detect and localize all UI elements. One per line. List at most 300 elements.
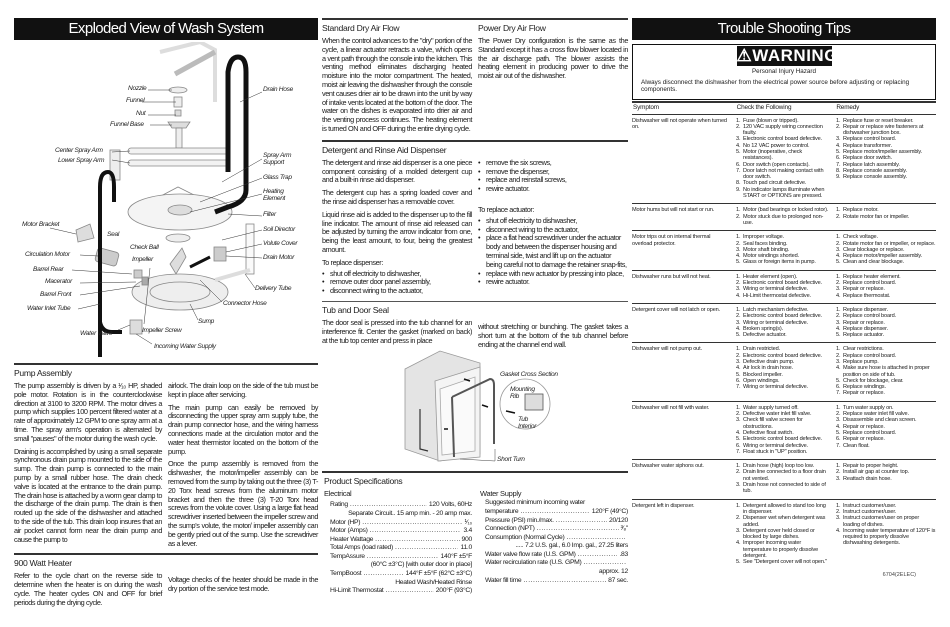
water-supply-specs — [485, 499, 628, 585]
product-specs-section — [322, 471, 628, 596]
check-cell — [736, 274, 836, 299]
item-text: Turn water supply on. — [843, 404, 894, 411]
symptom-cell: Dishwasher will not pump out. — [632, 346, 702, 353]
air-flow-section — [322, 18, 628, 134]
list-item — [736, 469, 830, 482]
item-text: Heater element (open). — [743, 273, 798, 280]
item-number: 2. — [736, 313, 741, 320]
label-line: Heating — [263, 188, 284, 195]
item-text: Replace water inlet fill valve. — [843, 411, 909, 418]
item-number: 3. — [736, 359, 741, 365]
remedy-cell — [836, 307, 936, 338]
list-item — [736, 528, 830, 541]
item-text: Replace control board. — [843, 313, 896, 320]
pump-assembly-section — [14, 363, 318, 548]
spec-value: 20/120 — [609, 516, 628, 524]
item-text: Replace actuator. — [843, 332, 884, 339]
item-number: 1. — [736, 346, 741, 353]
spec-key: Rating — [330, 501, 348, 509]
standard-dry-text: When the control advances to the "dry" portion of the cycle, a linear actuator retracts a valve, which opens a vent path through the console into the kitchen. This venting method eliminates discharging heated moisture into the motor compartment. The heated, moist air leaving the dishwasher through the console vent causes drier air to be drawn into the unit by way of intake vents located at the bottom of the door. The water on the dishes is evaporated into drier air and the venting process continues. The heating element is turned ON and OFF during the entire drying cycle. — [322, 36, 472, 133]
spec-key: Total Amps (load rated) — [330, 544, 393, 552]
power-dry-column — [478, 23, 628, 134]
label-mounting-rib — [510, 386, 535, 400]
checks-list — [736, 207, 830, 226]
tub-gasket-illustration — [320, 349, 630, 474]
spec-key: Connection (NPT) — [485, 525, 535, 533]
item-number: 3. — [836, 286, 841, 293]
item-number: 5. — [836, 429, 841, 436]
item-text: No indicator lamps illuminate when START or OPTIONS are pressed. — [743, 186, 825, 200]
item-number: 6. — [836, 384, 841, 391]
table-row — [632, 342, 936, 400]
label-macerator: Macerator — [45, 278, 72, 285]
item-number: 2. — [836, 280, 841, 287]
item-number: 7. — [736, 167, 741, 174]
item-number: 1. — [836, 234, 841, 241]
list-item — [736, 515, 830, 528]
check-cell — [736, 346, 836, 396]
item-number: 2. — [736, 411, 741, 418]
header-symptom: Symptom — [633, 104, 659, 111]
paragraph: The pump assembly is driven by a ¹⁄₁₀ HP, shaded pole motor. Rotation is in the counterclockwise direction at 3100 to 3200 RPM. The motor drives a pump which supplies 100 percent filtered water at a rate of approximately 12 GPM to one spray arm at a time. The spray arm's operation is alternated by small "pauses" of the motor during the wash cycle. — [14, 381, 162, 443]
list-item — [736, 293, 830, 299]
list-item — [836, 293, 936, 299]
item-number: 6. — [736, 377, 741, 384]
checks-list — [736, 503, 830, 566]
label-barrel-rear: Barrel Rear — [33, 266, 64, 273]
list-item — [736, 482, 830, 495]
spec-key: Water recirculation rate (U.S. GPM) — [485, 559, 582, 567]
paragraph: The detergent and rinse aid dispenser is a one piece component consisting of a molded detergent cup and a built-in rinse aid dispenser. — [322, 157, 472, 185]
item-number: 7. — [736, 448, 741, 455]
dot-leader — [350, 501, 427, 510]
water-supply-heading: Water Supply — [480, 489, 522, 499]
item-text: Replace latch assembly. — [843, 161, 900, 168]
label-line: Mounting — [510, 386, 535, 394]
step: • replace and reinstall screws, — [478, 176, 628, 185]
list-item — [836, 332, 936, 338]
spec-row — [330, 527, 472, 536]
label-circulation-motor: Circulation Motor — [25, 251, 70, 258]
spec-row — [330, 536, 472, 545]
item-number: 5. — [736, 259, 741, 266]
item-text: Wiring or terminal defective. — [743, 442, 808, 449]
label-seal: Seal — [107, 231, 119, 238]
item-number: 8. — [736, 180, 741, 187]
item-text: Electronic control board defective. — [743, 352, 823, 359]
item-number: 2. — [836, 508, 841, 515]
remedy-cell — [836, 463, 936, 494]
list-item — [736, 149, 830, 162]
spec-row — [485, 534, 628, 543]
spec-row — [330, 519, 472, 528]
item-text: Clean float. — [843, 442, 870, 449]
item-text: Replace door switch. — [843, 155, 892, 162]
spec-row — [485, 577, 628, 586]
pump-assembly-heading: Pump Assembly — [14, 368, 72, 378]
detergent-section — [322, 140, 628, 296]
step: • remove the six screws, — [478, 159, 628, 168]
symptom-cell: Detergent cover will not latch or open. — [632, 306, 721, 313]
pump-assembly-col2 — [168, 382, 318, 548]
item-number: 9. — [836, 174, 841, 181]
item-number: 3. — [836, 246, 841, 253]
label-filter: Filter — [263, 211, 276, 218]
label-line: Interior — [518, 423, 537, 431]
pump-assembly-col1 — [14, 382, 162, 548]
label-impeller: Impeller — [132, 256, 154, 263]
item-text: Replace thermostat. — [843, 292, 891, 299]
item-number: 4. — [736, 365, 741, 372]
table-header — [632, 104, 936, 112]
label-lower-spray-arm: Lower Spray Arm — [58, 157, 105, 164]
item-text: Rotate motor fan or impeller, or replace. — [843, 240, 936, 247]
item-text: Door switch (open contacts). — [743, 161, 810, 168]
item-number: 6. — [836, 436, 841, 443]
tub-seal-col2: without stretching or bunching. The gasket takes a short turn at the bottom of the tub channel before ending at the channel end wall. — [478, 321, 628, 349]
item-text: Motor (bad bearings or locked rotor). — [743, 207, 829, 214]
item-text: Electronic control board defective. — [743, 313, 823, 320]
electrical-specs — [330, 501, 472, 596]
item-text: Replace motor. — [843, 207, 879, 214]
item-text: Replace control board. — [843, 352, 896, 359]
dot-leader — [584, 559, 626, 568]
item-text: Replace control board. — [843, 280, 896, 287]
remedy-cell — [836, 118, 936, 200]
item-text: Open windings. — [743, 377, 780, 384]
symptom-cell: Dishwasher will not operate when turned on. — [632, 117, 727, 130]
label-line: Tub — [518, 416, 528, 424]
header-check: Check the Following — [736, 104, 792, 111]
standard-dry-heading: Standard Dry Air Flow — [322, 23, 400, 33]
detergent-col1 — [322, 159, 472, 296]
item-number: 1. — [736, 273, 741, 280]
spec-row — [330, 579, 472, 588]
middle-column — [322, 18, 628, 596]
item-number: 2. — [836, 240, 841, 247]
item-number: 1. — [736, 117, 741, 124]
item-text: Clean and clear blockage. — [843, 259, 904, 266]
item-text: Replace motor/impeller assembly. — [843, 148, 923, 155]
item-number: 1. — [736, 463, 741, 470]
remedies-list — [836, 503, 936, 547]
dispenser-more-steps — [478, 159, 628, 194]
item-number: 1. — [736, 502, 741, 509]
step: • shut off electricity to dishwasher, — [322, 270, 472, 279]
item-text: No 12 VAC power to control. — [743, 142, 810, 149]
item-text: Detergent cover held closed or blocked by large dishes. — [743, 527, 815, 541]
item-text: Install air gap at counter top. — [843, 469, 909, 476]
table-row — [632, 499, 936, 570]
remedy-cell — [836, 405, 936, 455]
step: • disconnect wiring to the actuator, — [322, 287, 472, 296]
spec-row — [330, 501, 472, 510]
symptom-cell: Motor hums but will not start or run. — [632, 207, 715, 214]
spec-row — [330, 561, 472, 570]
item-text: Blocked impeller. — [743, 371, 783, 378]
remedies-list — [836, 307, 936, 338]
item-text: Motor shaft binding. — [743, 246, 790, 253]
item-number: 2. — [836, 123, 841, 130]
spec-row — [330, 544, 472, 553]
item-number: 5. — [736, 332, 741, 339]
step: • rewire actuator. — [478, 185, 628, 194]
item-text: Wiring or terminal defective. — [743, 384, 808, 391]
spec-value: ³⁄₈" — [620, 525, 628, 533]
item-number: 3. — [836, 136, 841, 143]
list-item — [836, 174, 936, 180]
spec-value: 200°F (93°C) — [435, 587, 472, 595]
spec-key: Consumption (Normal Cycle) — [485, 533, 565, 541]
remedies-list — [836, 405, 936, 449]
remedy-cell — [836, 274, 936, 299]
label-water-inlet-tube: Water Inlet Tube — [27, 305, 71, 312]
spec-row — [485, 525, 628, 534]
paragraph: airlock. The drain loop on the side of the tub must be kept in place after servicing. — [168, 381, 318, 399]
dot-leader — [385, 587, 433, 596]
item-text: Broken spring(s). — [743, 325, 784, 332]
item-text: Check for blockage, clear. — [843, 377, 904, 384]
warning-text-body: Always disconnect the dishwasher from the electrical power source before adjusting or replacing components. — [641, 78, 910, 93]
label-volute-cover: Volute Cover — [263, 240, 298, 247]
item-text: Reattach drain hose. — [843, 475, 892, 482]
item-text: Repair or replace. — [843, 390, 885, 397]
item-number: 2. — [836, 352, 841, 359]
symptom-cell: Dishwasher runs but will not heat. — [632, 273, 711, 280]
item-number: 2. — [736, 240, 741, 247]
spec-row — [485, 517, 628, 526]
item-number: 3. — [836, 417, 841, 424]
list-item — [836, 528, 936, 547]
item-text: Replace motor/impeller assembly. — [843, 253, 923, 260]
spec-value: 140°F ±5°F — [440, 552, 472, 560]
spec-row — [485, 559, 628, 568]
item-number: 3. — [736, 527, 741, 534]
check-cell — [736, 463, 836, 494]
label-impeller-screw: Impeller Screw — [142, 327, 182, 334]
dot-leader — [395, 544, 458, 553]
item-text: Electronic control board defective. — [743, 436, 823, 443]
warning-box — [632, 44, 936, 100]
remedies-list — [836, 234, 936, 265]
spec-row — [485, 508, 628, 517]
item-number: 3. — [836, 319, 841, 326]
item-number: 3. — [736, 319, 741, 326]
label-nozzle: Nozzle — [128, 85, 147, 92]
label-line: Rib — [510, 393, 519, 401]
spec-value: ..... 7.2 U.S. gal., 6.0 Imp. gal., 27.25 liters — [515, 542, 628, 550]
replace-dispenser-steps — [322, 270, 472, 296]
item-number: 6. — [736, 161, 741, 168]
troubleshooting-title: Trouble Shooting Tips — [632, 18, 936, 40]
list-item — [736, 124, 830, 137]
spec-value: Separate Circuit.. 15 amp min. - 20 amp max. — [348, 509, 472, 517]
list-item — [836, 443, 936, 449]
step: • remove the dispenser, — [478, 168, 628, 177]
label-short-turn: Short Turn — [497, 456, 525, 464]
item-text: Drain restricted. — [743, 346, 780, 353]
spec-value: approx. 12 — [598, 568, 628, 576]
spec-value: 120 Volts, 60Hz — [428, 501, 472, 509]
item-text: Instruct customer/user. — [843, 502, 897, 509]
remedies-list — [836, 274, 936, 299]
item-text: Door latch not making contact with door switch. — [743, 167, 824, 181]
label-connector-hose: Connector Hose — [223, 300, 267, 307]
label-soil-director: Soil Director — [263, 226, 296, 233]
label-delivery-tube: Delivery Tube — [255, 285, 292, 292]
item-number: 4. — [736, 292, 741, 299]
item-text: Wiring or terminal defective. — [743, 319, 808, 326]
item-text: Rotate motor fan or impeller. — [843, 213, 910, 220]
item-number: 5. — [836, 332, 841, 339]
warning-text: WARNING — [752, 46, 838, 65]
dot-leader — [520, 508, 589, 517]
item-number: 6. — [736, 442, 741, 449]
checks-list — [736, 346, 830, 390]
item-number: 4. — [736, 540, 741, 547]
step: • rewire actuator. — [478, 278, 628, 287]
paragraph: Liquid rinse aid is added to the dispenser up to the fill line indicator. The amount of rinse aid released can be adjusted by turning the arrow indicator from one, being the least amount, to four, being the greatest amount. — [322, 209, 472, 254]
electrical-column — [322, 488, 472, 596]
item-text: Replace console assembly. — [843, 167, 907, 174]
list-item — [836, 124, 936, 137]
spec-value: 144°F ±5°F (62°C ±3°C) — [405, 570, 472, 578]
item-number: 4. — [736, 142, 741, 149]
power-dry-text: The Power Dry configuration is the same as the Standard except it has a cross flow blower located in the air discharge path. The blower assists the heating element in producing power to drive the moist air out of the dishwasher. — [478, 36, 628, 81]
label-spray-arm-support — [263, 152, 291, 166]
table-row — [632, 303, 936, 342]
item-number: 2. — [836, 469, 841, 476]
heater-col1: Refer to the cycle chart on the reverse side to determine when the heater is on during the wash cycle. The heater cycles ON and OFF for brief periods during the drying cycle. — [14, 571, 162, 607]
spec-row — [485, 551, 628, 560]
spec-value: 120°F (49°C) — [591, 507, 628, 515]
item-number: 1. — [836, 207, 841, 214]
item-text: Wiring or terminal defective. — [743, 286, 808, 293]
item-number: 5. — [736, 559, 741, 566]
label-line: Spray Arm — [263, 152, 292, 159]
spec-key: Heater Wattage — [330, 535, 374, 543]
label-check-ball: Check Ball — [130, 244, 159, 251]
item-number: 7. — [836, 442, 841, 449]
product-specs-heading: Product Specifications — [324, 476, 403, 487]
list-item — [836, 365, 936, 378]
remedies-list — [836, 346, 936, 396]
item-number: 3. — [736, 246, 741, 253]
list-item — [836, 259, 936, 265]
label-tub-interior — [518, 416, 536, 430]
item-number: 5. — [836, 377, 841, 384]
item-text: Seal faces binding. — [743, 240, 788, 247]
item-number: 7. — [836, 161, 841, 168]
list-item — [736, 559, 830, 565]
item-text: Touch pad circuit defective. — [743, 180, 807, 187]
item-text: Replace pump. — [843, 359, 879, 365]
spec-key: Motor (HP) — [330, 518, 361, 526]
item-number: 3. — [836, 359, 841, 365]
list-item — [736, 214, 830, 227]
item-number: 5. — [836, 259, 841, 266]
item-text: Clear restrictions. — [843, 346, 884, 353]
label-funnel-base: Funnel Base — [110, 121, 144, 128]
item-text: Replace dispenser. — [843, 325, 888, 332]
item-text: Replace console assembly. — [843, 174, 907, 181]
remedy-cell — [836, 346, 936, 396]
spec-value: .83 — [619, 550, 628, 558]
step: • remove outer door panel assembly, — [322, 278, 472, 287]
item-number: 1. — [836, 273, 841, 280]
label-center-spray-arm: Center Spray Arm — [55, 147, 103, 154]
header-remedy: Remedy — [836, 104, 860, 111]
symptom-cell: Motor trips out on internal thermal overload protector. — [632, 234, 711, 247]
spec-row — [485, 499, 628, 508]
label-nut: Nut — [136, 110, 146, 117]
check-cell — [736, 307, 836, 338]
item-text: Fuse (blown or tripped). — [743, 117, 799, 124]
item-text: Repair to proper height. — [843, 463, 899, 470]
item-number: 4. — [836, 365, 841, 372]
item-text: Latch mechanism defective. — [743, 306, 809, 313]
item-number: 7. — [736, 384, 741, 391]
step: • place a flat head screwdriver under the actuator body and between the dispenser housing and terminal side, twist and lift up on the actuator being careful not to damage the retainer snap-fits, — [478, 234, 628, 269]
item-text: 120 VAC supply wiring connection faulty. — [743, 123, 823, 137]
paragraph: The detergent cup has a spring loaded cover and the rinse aid dispenser has a removable cover. — [322, 188, 472, 206]
item-text: Motor (inoperative, check resistances). — [743, 148, 803, 162]
heater-section — [14, 553, 318, 607]
tub-seal-heading: Tub and Door Seal — [322, 304, 389, 315]
spec-row — [330, 570, 472, 579]
label-sump: Sump — [198, 318, 215, 325]
item-text: Instruct customer/user on proper loading of dishes. — [843, 515, 920, 528]
item-number: 2. — [736, 352, 741, 359]
item-number: 1. — [736, 404, 741, 411]
item-text: Float stuck in "UP" position. — [743, 448, 808, 455]
list-item — [736, 187, 830, 200]
list-item — [736, 540, 830, 559]
label-drain-hose: Drain Hose — [263, 86, 293, 93]
checks-list — [736, 234, 830, 265]
item-number: 5. — [736, 436, 741, 443]
item-text: Air lock in drain hose. — [743, 365, 794, 372]
list-item — [736, 168, 830, 181]
item-number: 4. — [836, 292, 841, 299]
label-incoming-water-supply: Incoming Water Supply — [154, 343, 216, 350]
list-item — [836, 390, 936, 396]
step: • disconnect wiring to the actuator, — [478, 226, 628, 235]
list-item — [736, 503, 830, 516]
table-row — [632, 114, 936, 204]
item-text: Improper incoming water temperature to properly dissolve detergent. — [743, 540, 819, 560]
item-text: Dispenser wet when detergent was added. — [743, 515, 826, 528]
warning-subtitle: Personal Injury Hazard — [751, 68, 817, 75]
item-number: 1. — [736, 234, 741, 241]
item-number: 2. — [836, 411, 841, 418]
item-number: 5. — [736, 371, 741, 378]
item-text: See "Detergent cover will not open." — [743, 559, 828, 566]
spec-value: 3.4 — [463, 527, 472, 535]
left-text-sections — [14, 363, 318, 608]
item-text: Glass or foreign items in pump. — [743, 259, 816, 266]
item-text: Replace heater element. — [843, 273, 901, 280]
exploded-view-diagram — [0, 42, 320, 357]
item-number: 1. — [836, 346, 841, 353]
paragraph: Draining is accomplished by using a small separate synchronous drain pump mounted to the side of the sump. The drain pump is connected to the main pump by a small rubber hose. The drain check valve is located at the entrance to the drain pump. The drain hose is attached by a worm gear clamp to the discharge of the drain pump. The drain is then routed up the side of the dishwasher and attached to the side of the tub. This drain loop insures that an air pocket cannot form near the drain pump and cause the pump to — [14, 446, 162, 544]
item-text: Check voltage. — [843, 234, 878, 241]
label-water-valve: Water Valve — [80, 330, 113, 337]
replace-actuator-label: To replace actuator: — [478, 204, 535, 214]
item-number: 1. — [736, 306, 741, 313]
item-text: Repair or replace. — [843, 423, 885, 430]
item-number: 2. — [736, 123, 741, 130]
